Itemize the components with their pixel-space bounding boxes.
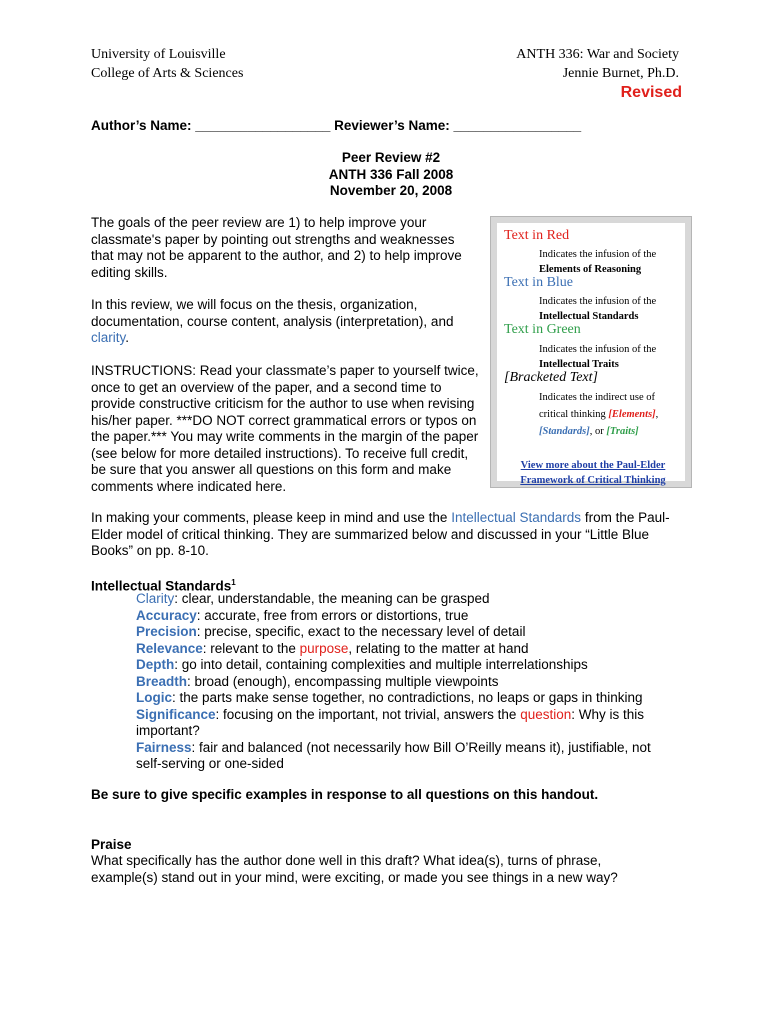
legend-blue-description: Indicates the infusion of the Intellectual Standards: [539, 296, 657, 322]
goals-paragraph: The goals of the peer review are 1) to help improve your classmate's paper by pointing out strengths and weaknesses that may not be apparent to the author, and 2) to help improve editing skills.: [91, 215, 462, 280]
course-title: ANTH 336: War and Society: [516, 47, 679, 62]
color-legend-inner: [497, 223, 685, 486]
standard-name: Significance: [136, 706, 216, 722]
legend-elements-term: [Elements]: [608, 409, 656, 420]
standards-list: [136, 591, 676, 773]
standard-item: Significance: focusing on the important, not trivial, answers the question: Why is this important?: [136, 706, 645, 738]
names-line: Author’s Name: __________________ Reviewer’s Name: _________________: [91, 118, 582, 133]
standard-name: Fairness: [136, 739, 192, 755]
standard-name: Precision: [136, 624, 197, 639]
purpose-term: purpose: [299, 640, 349, 656]
college-name: College of Arts & Sciences: [91, 66, 244, 81]
legend-blue-heading: Text in Blue: [504, 275, 574, 290]
legend-green-description: Indicates the infusion of the Intellectual Traits: [539, 344, 657, 370]
legend-traits-term: [Traits]: [606, 426, 639, 437]
standard-item: Clarity: clear, understandable, the meaning can be grasped: [136, 591, 490, 606]
specific-examples-note: Be sure to give specific examples in response to all questions on this handout.: [91, 787, 599, 802]
praise-heading: Praise: [91, 837, 132, 852]
standard-name: Accuracy: [136, 607, 197, 623]
legend-bracket-heading: [Bracketed Text]: [504, 370, 598, 385]
color-legend-box: [490, 216, 692, 488]
standard-item: Logic: the parts make sense together, no contradictions, no leaps or gaps in thinking: [136, 690, 643, 705]
standard-name: Relevance: [136, 640, 203, 656]
standard-item: Relevance: relevant to the purpose, relating to the matter at hand: [136, 640, 529, 656]
standard-item: Breadth: broad (enough), encompassing multiple viewpoints: [136, 673, 499, 689]
comments-paragraph: In making your comments, please keep in mind and use the Intellectual Standards from the Paul-Elder model of critical thinking. They are summarized below and discussed in your “Little Blue Books” on pp. 8-10.: [91, 510, 670, 558]
standard-item: Fairness: fair and balanced (not necessarily how Bill O’Reilly means it), justifiable, not self-serving or one-sided: [136, 739, 651, 771]
document-title: [91, 150, 691, 200]
standard-item: Precision: precise, specific, exact to the necessary level of detail: [136, 624, 526, 639]
title-line-1: Peer Review #2: [341, 150, 441, 165]
standard-name: Logic: [136, 690, 172, 705]
revised-label: Revised: [620, 84, 682, 101]
university-name: University of Louisville: [91, 47, 226, 62]
standard-name: Clarity: [136, 591, 175, 606]
legend-red-heading: Text in Red: [504, 228, 570, 243]
clarity-term: clarity: [91, 330, 126, 345]
title-line-2: ANTH 336 Fall 2008: [328, 166, 454, 182]
question-term: question: [520, 706, 572, 722]
standard-name: Depth: [136, 657, 175, 672]
legend-red-description: Indicates the infusion of the Elements of Reasoning: [539, 249, 657, 275]
title-line-3: November 20, 2008: [329, 183, 453, 198]
praise-question: What specifically has the author done well in this draft? What idea(s), turns of phrase, example(s) stand out in your mind, were exciting, or made you see things in a new way?: [91, 853, 618, 885]
instructor-name: Jennie Burnet, Ph.D.: [562, 66, 679, 81]
legend-green-heading: Text in Green: [504, 322, 581, 337]
legend-bracket-description: Indicates the indirect use of critical thinking [Elements], [Standards], or [Traits]: [539, 392, 659, 437]
standard-name: Breadth: [136, 673, 188, 689]
focus-paragraph: In this review, we will focus on the thesis, organization, documentation, course content, analysis (interpretation), and clarity.: [91, 297, 454, 345]
standards-footnote-marker: 1: [231, 578, 236, 587]
paul-elder-framework-link[interactable]: View more about the Paul-Elder Framework of Critical Thinking: [520, 460, 666, 486]
intellectual-standards-link[interactable]: Intellectual Standards: [451, 510, 582, 525]
standard-item: Accuracy: accurate, free from errors or distortions, true: [136, 607, 469, 623]
instructions-paragraph: INSTRUCTIONS: Read your classmate’s paper to yourself twice, once to get an overview of the paper, and a second time to provide constructive criticism for the author to use when revising his/her paper. ***DO NOT correct grammatical errors or typos on the paper.*** You may write comments in the margin of the paper (see below for more detailed instructions). To receive full credit, be sure that you answer all questions on this form and make comments where indicated here.: [91, 363, 479, 494]
standard-item: Depth: go into detail, containing complexities and multiple interrelationships: [136, 657, 588, 672]
legend-standards-term: [Standards]: [539, 426, 590, 437]
standards-heading: Intellectual Standards$^1$: [91, 578, 236, 594]
instructions-label: INSTRUCTIONS: [91, 363, 193, 378]
